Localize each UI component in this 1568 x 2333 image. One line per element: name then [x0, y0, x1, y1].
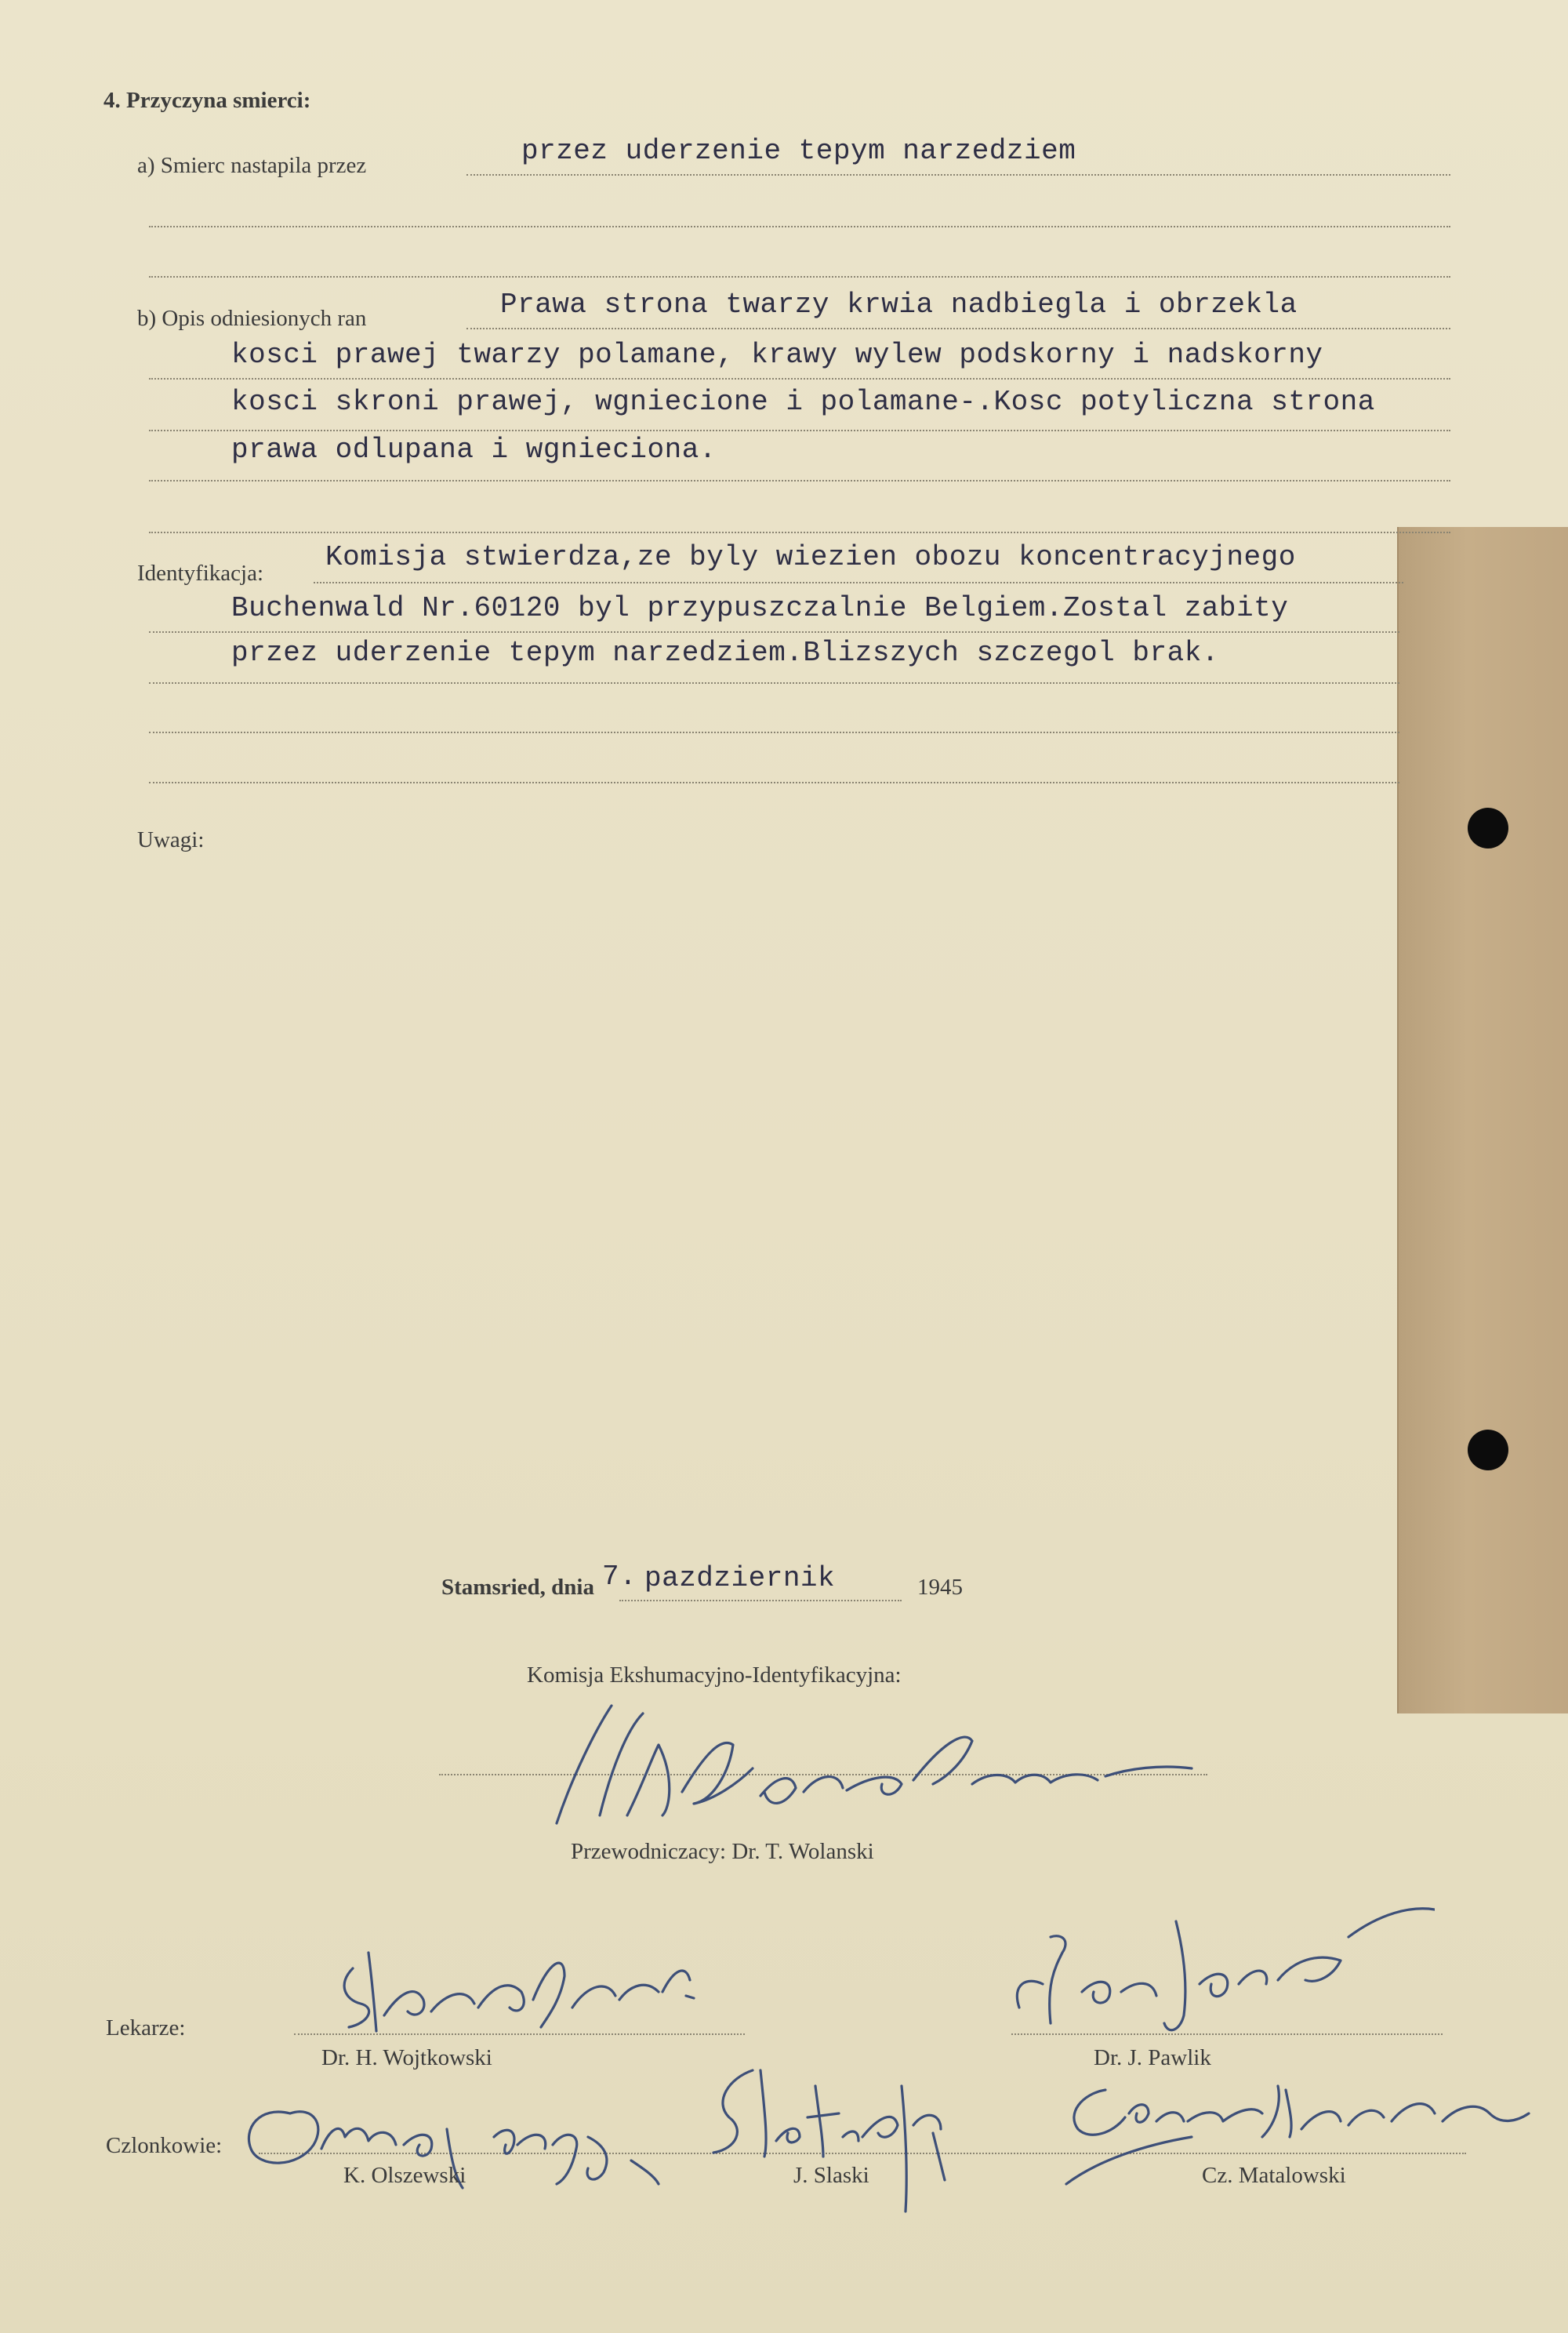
dotted-line [149, 532, 1450, 533]
identification-line-1: Komisja stwierdza,ze byly wiezien obozu koncentracyjnego [325, 541, 1296, 573]
date-day: 7. [602, 1561, 637, 1593]
date-month: pazdziernik [644, 1562, 836, 1594]
date-place-label: Stamsried, dnia [441, 1575, 594, 1600]
punch-hole [1468, 1430, 1508, 1470]
dotted-line [149, 430, 1450, 431]
dotted-line [466, 174, 1450, 176]
pawlik-signature [996, 1906, 1435, 2039]
identification-label: Identyfikacja: [137, 561, 264, 586]
members-label: Czlonkowie: [106, 2133, 223, 2158]
member-name-3: Cz. Matalowski [1202, 2163, 1346, 2188]
identification-line-2: Buchenwald Nr.60120 byl przypuszczalnie Belgiem.Zostal zabity [231, 592, 1289, 624]
wounds-line-1: Prawa strona twarzy krwia nadbiegla i obrzekla [500, 289, 1298, 321]
dotted-line [149, 631, 1399, 633]
slaski-signature [690, 2055, 972, 2235]
dotted-line [149, 782, 1399, 783]
doctor-name-2: Dr. J. Pawlik [1094, 2045, 1211, 2070]
member-name-2: J. Slaski [793, 2163, 869, 2188]
member-name-1: K. Olszewski [343, 2163, 466, 2188]
wojtkowski-signature [329, 1937, 706, 2039]
dotted-line [149, 682, 1399, 684]
date-year: 1945 [917, 1575, 963, 1600]
wounds-line-2: kosci prawej twarzy polamane, krawy wylew podskorny i nadskorny [231, 339, 1323, 371]
cause-label: a) Smierc nastapila przez [137, 153, 367, 178]
wounds-line-4: prawa odlupana i wgnieciona. [231, 434, 717, 466]
doctor-name-1: Dr. H. Wojtkowski [321, 2045, 492, 2070]
dotted-line [314, 582, 1403, 583]
binder-tab [1397, 527, 1568, 1713]
chairman-name: Przewodniczacy: Dr. T. Wolanski [571, 1839, 874, 1864]
wounds-label: b) Opis odniesionych ran [137, 306, 367, 331]
cause-value: przez uderzenie tepym narzedziem [521, 135, 1076, 167]
dotted-line [619, 1600, 902, 1601]
commission-title: Komisja Ekshumacyjno-Identyfikacyjna: [527, 1663, 902, 1688]
identification-line-3: przez uderzenie tepym narzedziem.Blizszych szczegol brak. [231, 637, 1219, 669]
doctors-label: Lekarze: [106, 2015, 186, 2040]
wounds-line-3: kosci skroni prawej, wgniecione i polamane-.Kosc potyliczna strona [231, 386, 1375, 418]
dotted-line [149, 276, 1450, 278]
dotted-line [149, 480, 1450, 481]
dotted-line [466, 328, 1450, 329]
punch-hole [1468, 808, 1508, 849]
dotted-line [149, 378, 1450, 380]
chairman-signature [525, 1698, 1247, 1831]
section-title: 4. Przyczyna smierci: [103, 88, 311, 113]
remarks-label: Uwagi: [137, 827, 205, 852]
dotted-line [149, 226, 1450, 227]
dotted-line [149, 732, 1399, 733]
